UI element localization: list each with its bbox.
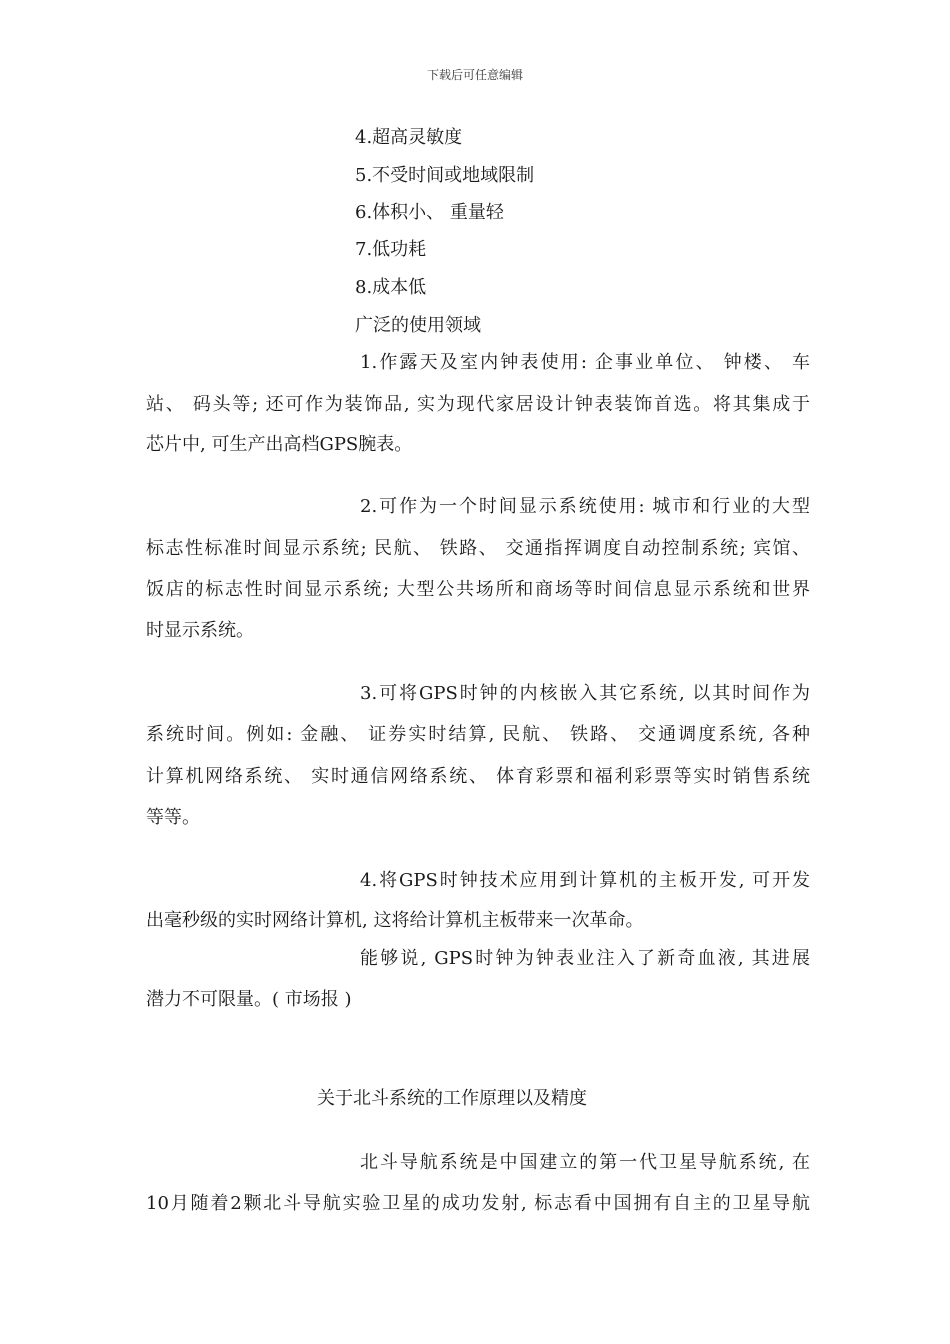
paragraph-line: 北斗导航系统是中国建立的第一代卫星导航系统, 在 xyxy=(360,1152,810,1173)
paragraph-line: 4.将GPS时钟技术应用到计算机的主板开发, 可开发 xyxy=(360,870,810,891)
list-item: 5.不受时间或地域限制 xyxy=(355,165,535,186)
paragraph-line: 站、 码头等; 还可作为装饰品, 实为现代家居设计钟表装饰首选。将其集成于 xyxy=(146,394,810,415)
paragraph-line: 计算机网络系统、 实时通信网络系统、 体育彩票和福利彩票等实时销售系统 xyxy=(146,766,810,787)
list-item: 6.体积小、 重量轻 xyxy=(355,202,504,223)
list-item: 7.低功耗 xyxy=(355,239,427,260)
paragraph-line: 标志性标准时间显示系统; 民航、 铁路、 交通指挥调度自动控制系统; 宾馆、 xyxy=(146,538,810,559)
paragraph-line: 能够说, GPS时钟为钟表业注入了新奇血液, 其进展 xyxy=(360,948,810,969)
paragraph-line: 时显示系统。 xyxy=(146,620,254,641)
paragraph-line: 10月随着2颗北斗导航实验卫星的成功发射, 标志看中国拥有自主的卫星导航 xyxy=(146,1193,810,1214)
paragraph-line: 3.可将GPS时钟的内核嵌入其它系统, 以其时间作为 xyxy=(360,683,810,704)
page-header: 下载后可任意编辑 xyxy=(426,68,523,82)
section-heading: 广泛的使用领域 xyxy=(355,315,481,336)
paragraph-line: 2.可作为一个时间显示系统使用: 城市和行业的大型 xyxy=(360,496,810,517)
paragraph-line: 饭店的标志性时间显示系统; 大型公共场所和商场等时间信息显示系统和世界 xyxy=(146,579,810,600)
list-item: 4.超高灵敏度 xyxy=(355,127,463,148)
paragraph-line: 等等。 xyxy=(146,807,200,828)
paragraph-line: 1.作露天及室内钟表使用: 企事业单位、 钟楼、 车 xyxy=(360,352,810,373)
list-item: 8.成本低 xyxy=(355,277,427,298)
section-heading: 关于北斗系统的工作原理以及精度 xyxy=(317,1088,587,1109)
paragraph-line: 芯片中, 可生产出高档GPS腕表。 xyxy=(146,434,413,455)
paragraph-line: 出毫秒级的实时网络计算机, 这将给计算机主板带来一次革命。 xyxy=(146,910,644,931)
paragraph-line: 系统时间。例如: 金融、 证券实时结算, 民航、 铁路、 交通调度系统, 各种 xyxy=(146,724,810,745)
paragraph-line: 潜力不可限量。( 市场报 ) xyxy=(146,989,352,1010)
